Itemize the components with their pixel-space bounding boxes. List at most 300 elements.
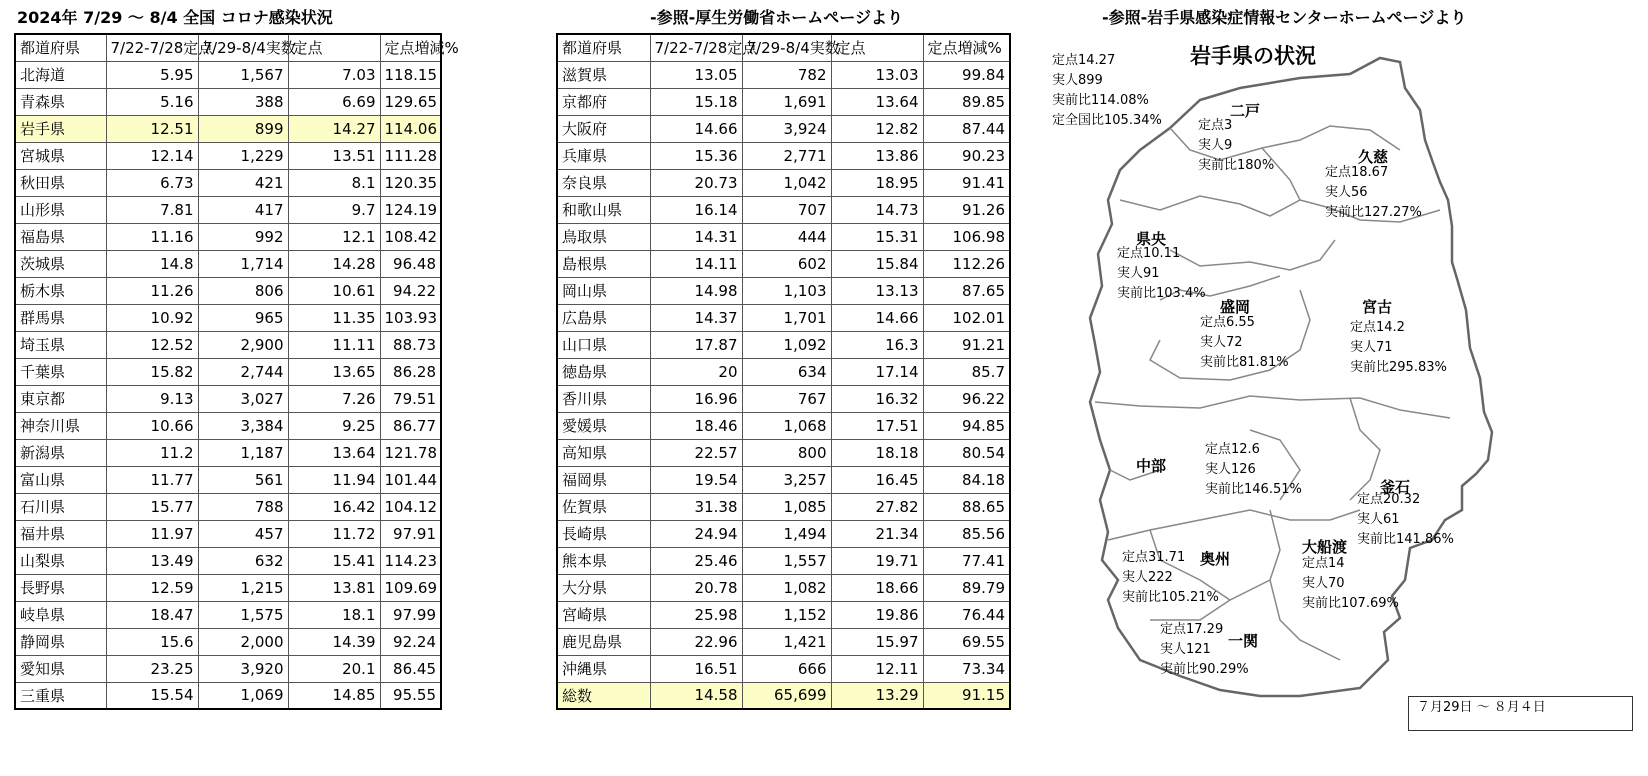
value-cell: 20.73 — [650, 169, 742, 196]
value-cell: 1,557 — [742, 547, 831, 574]
summary-line: 定点14.27 — [1052, 53, 1116, 68]
prefecture-cell: 広島県 — [557, 304, 650, 331]
value-cell: 86.77 — [380, 412, 441, 439]
region-stat: 実人91 — [1117, 266, 1160, 281]
value-cell: 16.42 — [288, 493, 380, 520]
value-cell: 92.24 — [380, 628, 441, 655]
value-cell: 666 — [742, 655, 831, 682]
value-cell: 3,027 — [198, 385, 288, 412]
value-cell: 11.72 — [288, 520, 380, 547]
header-change: 定点増減% — [923, 34, 1010, 61]
value-cell: 18.1 — [288, 601, 380, 628]
region-stat: 定点6.55 — [1200, 315, 1255, 330]
region-stat: 実前比127.27% — [1325, 205, 1422, 220]
value-cell: 388 — [198, 88, 288, 115]
value-cell: 18.66 — [831, 574, 923, 601]
value-cell: 3,384 — [198, 412, 288, 439]
region-stats-ichinoseki — [1160, 620, 1249, 680]
value-cell: 634 — [742, 358, 831, 385]
value-cell: 13.05 — [650, 61, 742, 88]
region-stats-chubu — [1205, 440, 1302, 500]
value-cell: 20.1 — [288, 655, 380, 682]
value-cell: 87.65 — [923, 277, 1010, 304]
value-cell: 14.66 — [650, 115, 742, 142]
region-name-oshu: 奥州 — [1200, 550, 1231, 568]
value-cell: 88.73 — [380, 331, 441, 358]
summary-line: 実前比114.08% — [1052, 93, 1149, 108]
value-cell: 3,920 — [198, 655, 288, 682]
value-cell: 15.82 — [106, 358, 198, 385]
value-cell: 14.28 — [288, 250, 380, 277]
value-cell: 806 — [198, 277, 288, 304]
header-sentinel: 定点 — [831, 34, 923, 61]
value-cell: 1,567 — [198, 61, 288, 88]
region-stat: 定点31.71 — [1122, 550, 1186, 565]
value-cell: 106.98 — [923, 223, 1010, 250]
value-cell: 12.51 — [106, 115, 198, 142]
value-cell: 73.34 — [923, 655, 1010, 682]
prefecture-cell: 福井県 — [15, 520, 106, 547]
value-cell: 767 — [742, 385, 831, 412]
region-stats-oshu — [1122, 548, 1219, 608]
value-cell: 86.45 — [380, 655, 441, 682]
left-table-title: 2024年 7/29 〜 8/4 全国 コロナ感染状況 — [17, 8, 333, 27]
value-cell: 561 — [198, 466, 288, 493]
prefecture-cell: 佐賀県 — [557, 493, 650, 520]
value-cell: 19.54 — [650, 466, 742, 493]
value-cell: 782 — [742, 61, 831, 88]
value-cell: 121.78 — [380, 439, 441, 466]
value-cell: 108.42 — [380, 223, 441, 250]
value-cell: 112.26 — [923, 250, 1010, 277]
value-cell: 102.01 — [923, 304, 1010, 331]
value-cell: 16.45 — [831, 466, 923, 493]
value-cell: 24.94 — [650, 520, 742, 547]
value-cell: 129.65 — [380, 88, 441, 115]
region-name-miyako: 宮古 — [1362, 298, 1393, 316]
value-cell: 111.28 — [380, 142, 441, 169]
value-cell: 10.61 — [288, 277, 380, 304]
value-cell: 80.54 — [923, 439, 1010, 466]
region-stat: 実前比180% — [1198, 158, 1275, 173]
value-cell: 15.36 — [650, 142, 742, 169]
value-cell: 18.95 — [831, 169, 923, 196]
value-cell: 20 — [650, 358, 742, 385]
value-cell: 1,691 — [742, 88, 831, 115]
value-cell: 15.6 — [106, 628, 198, 655]
value-cell: 103.93 — [380, 304, 441, 331]
value-cell: 1,187 — [198, 439, 288, 466]
prefecture-cell: 鹿児島県 — [557, 628, 650, 655]
prefecture-cell: 山形県 — [15, 196, 106, 223]
region-stats-ninohe — [1198, 116, 1274, 176]
value-cell: 77.41 — [923, 547, 1010, 574]
value-cell: 632 — [198, 547, 288, 574]
region-name-chubu: 中部 — [1136, 457, 1167, 475]
value-cell: 89.79 — [923, 574, 1010, 601]
prefecture-cell: 大分県 — [557, 574, 650, 601]
region-name-ninohe: 二戸 — [1230, 102, 1261, 120]
prefecture-cell: 徳島県 — [557, 358, 650, 385]
value-cell: 101.44 — [380, 466, 441, 493]
value-cell: 1,421 — [742, 628, 831, 655]
value-cell: 11.77 — [106, 466, 198, 493]
value-cell: 1,215 — [198, 574, 288, 601]
prefecture-cell: 北海道 — [15, 61, 106, 88]
value-cell: 2,744 — [198, 358, 288, 385]
prefecture-cell: 岡山県 — [557, 277, 650, 304]
middle-table-title: -参照-厚生労働省ホームページより — [650, 8, 903, 27]
prefecture-cell: 東京都 — [15, 385, 106, 412]
header-actual: 7/29-8/4実数 — [742, 34, 831, 61]
header-prev-week: 7/22-7/28定点 — [106, 34, 198, 61]
value-cell: 13.86 — [831, 142, 923, 169]
value-cell: 19.86 — [831, 601, 923, 628]
prefecture-cell: 長崎県 — [557, 520, 650, 547]
value-cell: 13.03 — [831, 61, 923, 88]
header-prefecture: 都道府県 — [15, 34, 106, 61]
prefecture-cell: 富山県 — [15, 466, 106, 493]
value-cell: 20.78 — [650, 574, 742, 601]
value-cell: 96.48 — [380, 250, 441, 277]
value-cell: 1,229 — [198, 142, 288, 169]
region-stat: 実前比107.69% — [1302, 596, 1399, 611]
prefecture-cell: 神奈川県 — [15, 412, 106, 439]
region-stats-ofunato — [1302, 554, 1399, 614]
value-cell: 11.97 — [106, 520, 198, 547]
value-cell: 11.26 — [106, 277, 198, 304]
value-cell: 707 — [742, 196, 831, 223]
value-cell: 1,701 — [742, 304, 831, 331]
value-cell: 18.47 — [106, 601, 198, 628]
value-cell: 1,082 — [742, 574, 831, 601]
value-cell: 27.82 — [831, 493, 923, 520]
region-stat: 定点18.67 — [1325, 165, 1389, 180]
value-cell: 90.23 — [923, 142, 1010, 169]
region-stat: 実前比295.83% — [1350, 360, 1447, 375]
value-cell: 602 — [742, 250, 831, 277]
value-cell: 5.95 — [106, 61, 198, 88]
value-cell: 14.8 — [106, 250, 198, 277]
region-name-kenou: 県央 — [1136, 230, 1167, 248]
value-cell: 8.1 — [288, 169, 380, 196]
value-cell: 91.26 — [923, 196, 1010, 223]
value-cell: 14.85 — [288, 682, 380, 709]
prefecture-cell: 埼玉県 — [15, 331, 106, 358]
region-stat: 実前比103.4% — [1117, 286, 1206, 301]
value-cell: 1,092 — [742, 331, 831, 358]
value-cell: 12.59 — [106, 574, 198, 601]
value-cell: 15.84 — [831, 250, 923, 277]
value-cell: 16.51 — [650, 655, 742, 682]
region-stat: 定点10.11 — [1117, 246, 1181, 261]
value-cell: 97.91 — [380, 520, 441, 547]
value-cell: 18.46 — [650, 412, 742, 439]
value-cell: 14.73 — [831, 196, 923, 223]
value-cell: 965 — [198, 304, 288, 331]
region-stat: 実人61 — [1357, 512, 1400, 527]
header-prev-week: 7/22-7/28定点 — [650, 34, 742, 61]
value-cell: 1,714 — [198, 250, 288, 277]
prefecture-summary — [1052, 51, 1162, 131]
value-cell: 13.64 — [831, 88, 923, 115]
value-cell: 15.41 — [288, 547, 380, 574]
value-cell: 23.25 — [106, 655, 198, 682]
value-cell: 21.34 — [831, 520, 923, 547]
prefecture-cell: 福島県 — [15, 223, 106, 250]
value-cell: 788 — [198, 493, 288, 520]
value-cell: 11.11 — [288, 331, 380, 358]
value-cell: 14.31 — [650, 223, 742, 250]
prefecture-cell: 茨城県 — [15, 250, 106, 277]
value-cell: 84.18 — [923, 466, 1010, 493]
value-cell: 94.22 — [380, 277, 441, 304]
value-cell: 2,000 — [198, 628, 288, 655]
prefecture-cell: 青森県 — [15, 88, 106, 115]
value-cell: 104.12 — [380, 493, 441, 520]
value-cell: 85.7 — [923, 358, 1010, 385]
value-cell: 2,900 — [198, 331, 288, 358]
region-stats-kamaishi — [1357, 490, 1454, 550]
value-cell: 1,085 — [742, 493, 831, 520]
value-cell: 114.23 — [380, 547, 441, 574]
value-cell: 13.49 — [106, 547, 198, 574]
region-stat: 実人56 — [1325, 185, 1368, 200]
region-stat: 実人71 — [1350, 340, 1393, 355]
region-stat: 実人121 — [1160, 642, 1211, 657]
region-stat: 実前比90.29% — [1160, 662, 1249, 677]
prefecture-cell: 宮崎県 — [557, 601, 650, 628]
value-cell: 16.3 — [831, 331, 923, 358]
value-cell: 69.55 — [923, 628, 1010, 655]
prefecture-cell: 宮城県 — [15, 142, 106, 169]
value-cell: 109.69 — [380, 574, 441, 601]
value-cell: 15.18 — [650, 88, 742, 115]
value-cell: 124.19 — [380, 196, 441, 223]
region-stat: 定点3 — [1198, 118, 1233, 133]
value-cell: 15.54 — [106, 682, 198, 709]
value-cell: 1,042 — [742, 169, 831, 196]
region-stat: 定点17.29 — [1160, 622, 1224, 637]
value-cell: 118.15 — [380, 61, 441, 88]
value-cell: 14.11 — [650, 250, 742, 277]
value-cell: 15.97 — [831, 628, 923, 655]
region-name-morioka: 盛岡 — [1220, 298, 1251, 316]
value-cell: 16.96 — [650, 385, 742, 412]
value-cell: 7.81 — [106, 196, 198, 223]
value-cell: 16.14 — [650, 196, 742, 223]
value-cell: 22.96 — [650, 628, 742, 655]
region-stat: 実前比146.51% — [1205, 482, 1302, 497]
prefecture-cell: 長野県 — [15, 574, 106, 601]
value-cell: 992 — [198, 223, 288, 250]
value-cell: 1,103 — [742, 277, 831, 304]
value-cell: 13.81 — [288, 574, 380, 601]
header-prefecture: 都道府県 — [557, 34, 650, 61]
value-cell: 85.56 — [923, 520, 1010, 547]
value-cell: 76.44 — [923, 601, 1010, 628]
value-cell: 13.13 — [831, 277, 923, 304]
header-actual: 7/29-8/4実数 — [198, 34, 288, 61]
value-cell: 12.82 — [831, 115, 923, 142]
value-cell: 97.99 — [380, 601, 441, 628]
value-cell: 1,152 — [742, 601, 831, 628]
region-stats-kuji — [1325, 163, 1422, 223]
prefecture-cell: 滋賀県 — [557, 61, 650, 88]
prefecture-cell: 福岡県 — [557, 466, 650, 493]
map-title: 岩手県の状況 — [1190, 44, 1316, 68]
value-cell: 99.84 — [923, 61, 1010, 88]
prefecture-cell: 三重県 — [15, 682, 106, 709]
value-cell: 17.87 — [650, 331, 742, 358]
value-cell: 88.65 — [923, 493, 1010, 520]
value-cell: 13.29 — [831, 682, 923, 709]
value-cell: 14.37 — [650, 304, 742, 331]
value-cell: 95.55 — [380, 682, 441, 709]
prefecture-cell: 大阪府 — [557, 115, 650, 142]
value-cell: 10.92 — [106, 304, 198, 331]
region-stat: 定点20.32 — [1357, 492, 1421, 507]
region-stat: 定点14 — [1302, 556, 1345, 571]
value-cell: 14.66 — [831, 304, 923, 331]
prefecture-cell: 石川県 — [15, 493, 106, 520]
header-change: 定点増減% — [380, 34, 441, 61]
value-cell: 96.22 — [923, 385, 1010, 412]
value-cell: 6.69 — [288, 88, 380, 115]
value-cell: 1,494 — [742, 520, 831, 547]
value-cell: 421 — [198, 169, 288, 196]
value-cell: 9.7 — [288, 196, 380, 223]
value-cell: 12.11 — [831, 655, 923, 682]
prefecture-cell: 沖縄県 — [557, 655, 650, 682]
region-stat: 実前比105.21% — [1122, 590, 1219, 605]
region-stat: 実人9 — [1198, 138, 1233, 153]
region-name-ichinoseki: 一関 — [1228, 632, 1259, 650]
value-cell: 457 — [198, 520, 288, 547]
prefecture-cell: 和歌山県 — [557, 196, 650, 223]
prefecture-cell: 山梨県 — [15, 547, 106, 574]
region-name-kuji: 久慈 — [1358, 148, 1389, 166]
value-cell: 417 — [198, 196, 288, 223]
value-cell: 87.44 — [923, 115, 1010, 142]
prefecture-cell: 兵庫県 — [557, 142, 650, 169]
value-cell: 6.73 — [106, 169, 198, 196]
value-cell: 11.94 — [288, 466, 380, 493]
value-cell: 120.35 — [380, 169, 441, 196]
region-stats-kenou — [1117, 244, 1206, 304]
summary-line: 定全国比105.34% — [1052, 113, 1162, 128]
value-cell: 1,068 — [742, 412, 831, 439]
region-name-kamaishi: 釜石 — [1380, 478, 1411, 496]
value-cell: 25.46 — [650, 547, 742, 574]
prefecture-cell: 奈良県 — [557, 169, 650, 196]
prefecture-cell: 香川県 — [557, 385, 650, 412]
value-cell: 1,575 — [198, 601, 288, 628]
region-stat: 実人72 — [1200, 335, 1243, 350]
value-cell: 14.27 — [288, 115, 380, 142]
value-cell: 91.21 — [923, 331, 1010, 358]
value-cell: 15.31 — [831, 223, 923, 250]
value-cell: 114.06 — [380, 115, 441, 142]
prefecture-cell: 島根県 — [557, 250, 650, 277]
value-cell: 12.14 — [106, 142, 198, 169]
value-cell: 7.03 — [288, 61, 380, 88]
prefecture-cell: 高知県 — [557, 439, 650, 466]
region-stat: 実人70 — [1302, 576, 1345, 591]
prefecture-cell: 秋田県 — [15, 169, 106, 196]
value-cell: 3,924 — [742, 115, 831, 142]
prefecture-cell: 岐阜県 — [15, 601, 106, 628]
region-stats-morioka — [1200, 313, 1289, 373]
prefecture-cell: 群馬県 — [15, 304, 106, 331]
date-range-box: ７月29日 〜 ８月４日 — [1408, 696, 1633, 731]
value-cell: 12.1 — [288, 223, 380, 250]
header-sentinel: 定点 — [288, 34, 380, 61]
value-cell: 9.13 — [106, 385, 198, 412]
prefecture-cell: 愛媛県 — [557, 412, 650, 439]
value-cell: 17.51 — [831, 412, 923, 439]
prefecture-cell: 千葉県 — [15, 358, 106, 385]
value-cell: 91.15 — [923, 682, 1010, 709]
prefecture-cell: 総数 — [557, 682, 650, 709]
prefecture-cell: 新潟県 — [15, 439, 106, 466]
value-cell: 16.32 — [831, 385, 923, 412]
value-cell: 12.52 — [106, 331, 198, 358]
value-cell: 17.14 — [831, 358, 923, 385]
value-cell: 31.38 — [650, 493, 742, 520]
value-cell: 89.85 — [923, 88, 1010, 115]
value-cell: 9.25 — [288, 412, 380, 439]
value-cell: 91.41 — [923, 169, 1010, 196]
value-cell: 11.16 — [106, 223, 198, 250]
region-stat: 定点12.6 — [1205, 442, 1260, 457]
region-stat: 定点14.2 — [1350, 320, 1405, 335]
value-cell: 2,771 — [742, 142, 831, 169]
value-cell: 18.18 — [831, 439, 923, 466]
value-cell: 5.16 — [106, 88, 198, 115]
value-cell: 25.98 — [650, 601, 742, 628]
value-cell: 79.51 — [380, 385, 441, 412]
prefecture-cell: 京都府 — [557, 88, 650, 115]
summary-line: 実人899 — [1052, 73, 1103, 88]
region-stat: 実前比81.81% — [1200, 355, 1289, 370]
prefecture-cell: 鳥取県 — [557, 223, 650, 250]
value-cell: 15.77 — [106, 493, 198, 520]
value-cell: 65,699 — [742, 682, 831, 709]
value-cell: 14.98 — [650, 277, 742, 304]
value-cell: 800 — [742, 439, 831, 466]
region-stat: 実前比141.86% — [1357, 532, 1454, 547]
value-cell: 11.2 — [106, 439, 198, 466]
region-stat: 実人126 — [1205, 462, 1256, 477]
value-cell: 22.57 — [650, 439, 742, 466]
value-cell: 10.66 — [106, 412, 198, 439]
value-cell: 13.51 — [288, 142, 380, 169]
prefecture-cell: 栃木県 — [15, 277, 106, 304]
region-stat: 実人222 — [1122, 570, 1173, 585]
prefecture-cell: 岩手県 — [15, 115, 106, 142]
value-cell: 3,257 — [742, 466, 831, 493]
map-source-title: -参照-岩手県感染症情報センターホームページより — [1102, 8, 1467, 27]
value-cell: 7.26 — [288, 385, 380, 412]
value-cell: 899 — [198, 115, 288, 142]
value-cell: 19.71 — [831, 547, 923, 574]
value-cell: 14.58 — [650, 682, 742, 709]
value-cell: 11.35 — [288, 304, 380, 331]
region-stats-miyako — [1350, 318, 1447, 378]
prefecture-cell: 山口県 — [557, 331, 650, 358]
value-cell: 1,069 — [198, 682, 288, 709]
